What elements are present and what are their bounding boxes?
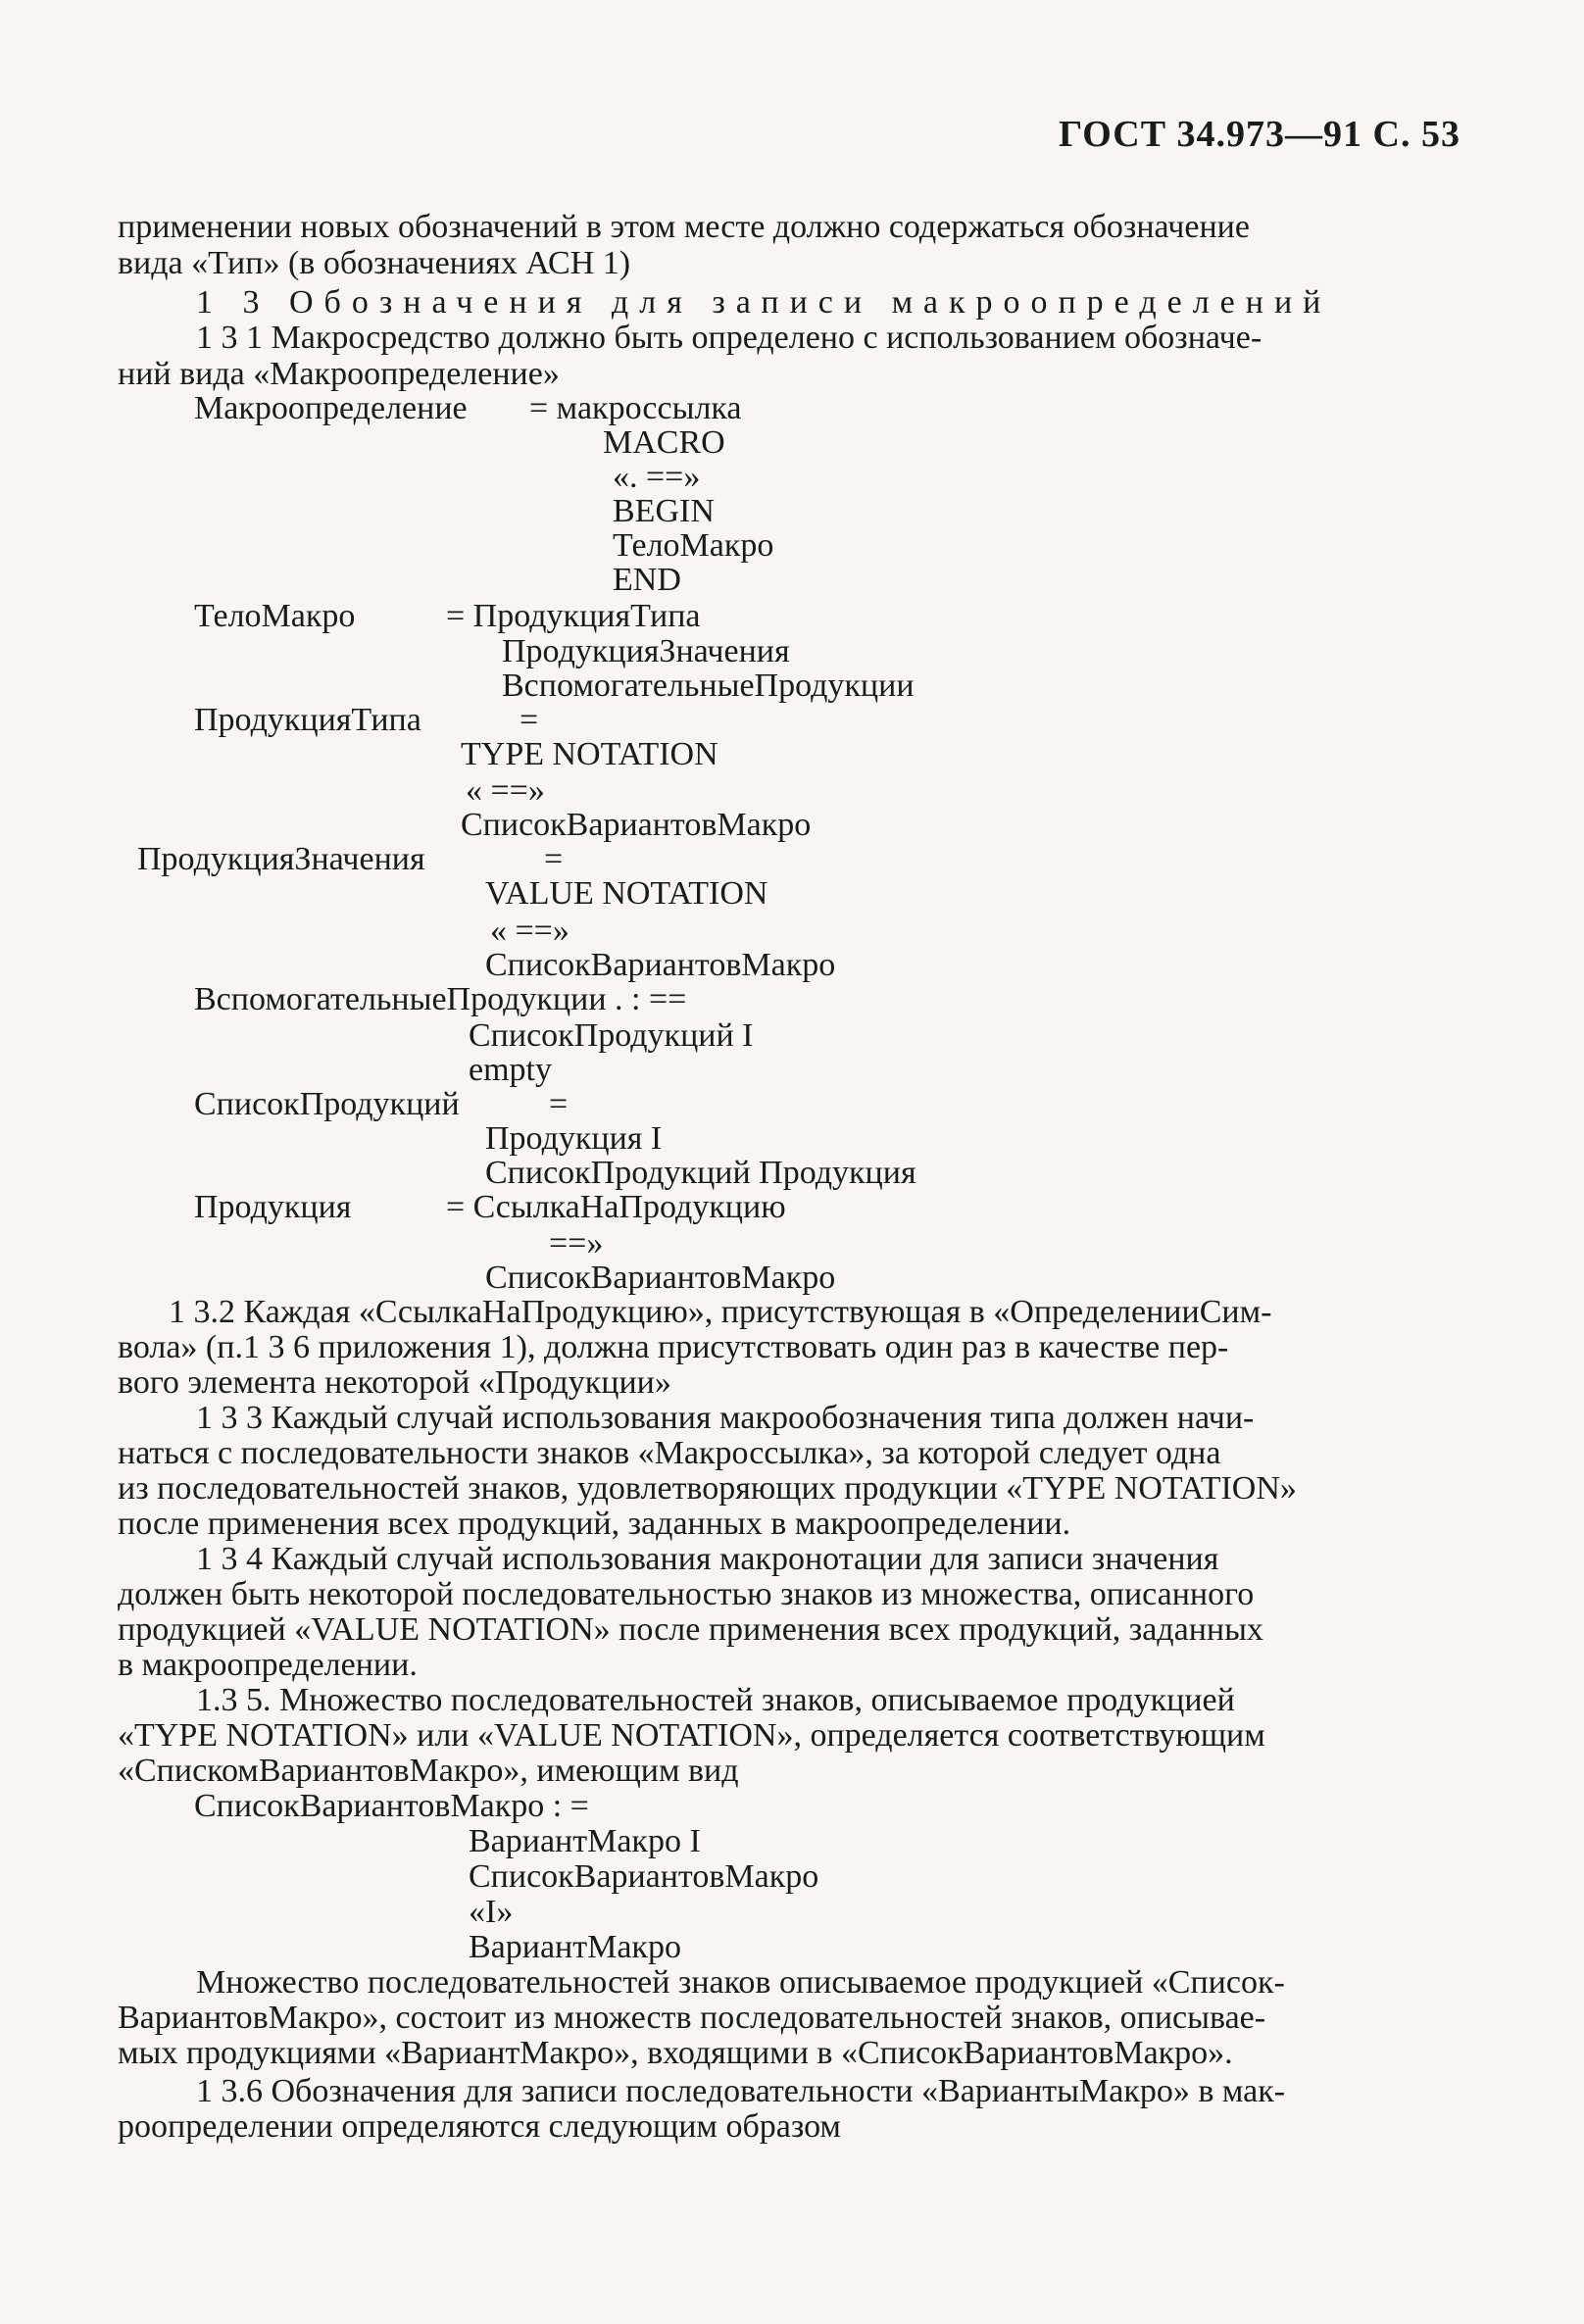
syntax-rule: ВспомогательныеПродукции: [502, 668, 915, 704]
text-line: из последовательностей знаков, удовлетворяющих продукции «TYPE NOTATION»: [118, 1470, 1297, 1507]
syntax-rule: ПродукцияЗначения: [502, 633, 790, 669]
page-header: ГОСТ 34.973—91 С. 53: [1059, 114, 1460, 155]
syntax-rule: TYPE NOTATION: [461, 736, 718, 772]
syntax-rule: СписокВариантовМакро: [485, 1260, 836, 1296]
syntax-rule: «I»: [469, 1894, 514, 1930]
syntax-rule: «. ==»: [613, 459, 701, 495]
syntax-rule: = СсылкаНаПродукцию: [446, 1189, 786, 1225]
syntax-rule: СписокПродукций I: [469, 1017, 754, 1054]
text-line: 1 3.6 Обозначения для записи последовательности «ВариантыМакро» в мак-: [196, 2073, 1286, 2109]
syntax-rule: СписокВариантовМакро: [461, 807, 812, 843]
syntax-name: Продукция: [194, 1189, 352, 1225]
text-line: продукцией «VALUE NOTATION» после применения всех продукций, заданных: [118, 1611, 1263, 1648]
syntax-name: ПродукцияЗначения: [137, 841, 425, 877]
text-line: должен быть некоторой последовательностью знаков из множества, описанного: [118, 1576, 1255, 1612]
syntax-name: ТелоМакро: [194, 598, 356, 634]
syntax-name: Макроопределение: [194, 390, 468, 426]
syntax-rule: СписокПродукций Продукция: [485, 1155, 916, 1191]
text-line: 1 3 1 Макросредство должно быть определено с использованием обозначе-: [196, 320, 1262, 356]
syntax-rule: VALUE NOTATION: [485, 875, 768, 912]
text-line: ВариантовМакро», состоит из множеств последовательностей знаков, описывае-: [118, 2000, 1266, 2036]
text-line: 1 3.2 Каждая «СсылкаНаПродукцию», присутствующая в «ОпределенииСим-: [169, 1294, 1272, 1330]
text-line: в макроопределении.: [118, 1647, 418, 1683]
syntax-rule: СписокВариантовМакро: [485, 947, 836, 983]
syntax-rule: =: [549, 1086, 569, 1122]
section-heading: 1 3 Обозначения для записи макроопределений: [196, 284, 1332, 321]
syntax-rule: =: [520, 702, 539, 738]
text-line: «TYPE NOTATION» или «VALUE NOTATION», определяется соответствующим: [118, 1717, 1265, 1754]
text-line: вида «Тип» (в обозначениях АСН 1): [118, 245, 631, 281]
text-line: ний вида «Макроопределение»: [118, 356, 560, 392]
text-line: мых продукциями «ВариантМакро», входящими в «СписокВариантовМакро».: [118, 2035, 1233, 2071]
syntax-rule: ТелоМакро: [613, 527, 774, 564]
syntax-rule: = ПродукцияТипа: [446, 598, 701, 634]
syntax-rule: BEGIN: [613, 493, 715, 529]
syntax-rule: MACRO: [603, 424, 725, 461]
text-line: применении новых обозначений в этом месте должно содержаться обозначение: [118, 209, 1250, 245]
syntax-name: ВспомогательныеПродукции . : ==: [194, 981, 687, 1017]
text-line: «СпискомВариантовМакро», имеющим вид: [118, 1753, 739, 1789]
syntax-name: ПродукцияТипа: [194, 702, 421, 738]
syntax-rule: ВариантМакро I: [469, 1823, 701, 1859]
syntax-name: СписокПродукций: [194, 1086, 460, 1122]
text-line: 1 3 4 Каждый случай использования макронотации для записи значения: [196, 1541, 1219, 1577]
syntax-rule: « ==»: [466, 772, 545, 809]
text-line: Множество последовательностей знаков описываемое продукцией «Список-: [196, 1964, 1285, 2001]
syntax-rule: ==»: [549, 1225, 604, 1261]
syntax-name: СписокВариантовМакро : =: [194, 1788, 589, 1824]
syntax-rule: Продукция I: [485, 1120, 663, 1157]
syntax-rule: « ==»: [490, 913, 569, 949]
text-line: 1.3 5. Множество последовательностей знаков, описываемое продукцией: [196, 1682, 1235, 1718]
text-line: вола» (п.1 3 6 приложения 1), должна присутствовать один раз в качестве пер-: [118, 1329, 1229, 1365]
text-line: 1 3 3 Каждый случай использования макрообозначения типа должен начи-: [196, 1400, 1255, 1436]
syntax-rule: =: [544, 841, 564, 877]
text-line: вого элемента некоторой «Продукции»: [118, 1364, 671, 1401]
syntax-rule: = макроссылка: [529, 390, 742, 426]
text-line: после применения всех продукций, заданных в макроопределении.: [118, 1506, 1071, 1542]
text-line: роопределении определяются следующим образом: [118, 2108, 841, 2145]
syntax-rule: empty: [469, 1052, 552, 1088]
syntax-rule: СписокВариантовМакро: [469, 1858, 819, 1895]
syntax-rule: ВариантМакро: [469, 1929, 681, 1965]
text-line: наться с последовательности знаков «Макроссылка», за которой следует одна: [118, 1435, 1221, 1471]
syntax-rule: END: [613, 562, 681, 598]
